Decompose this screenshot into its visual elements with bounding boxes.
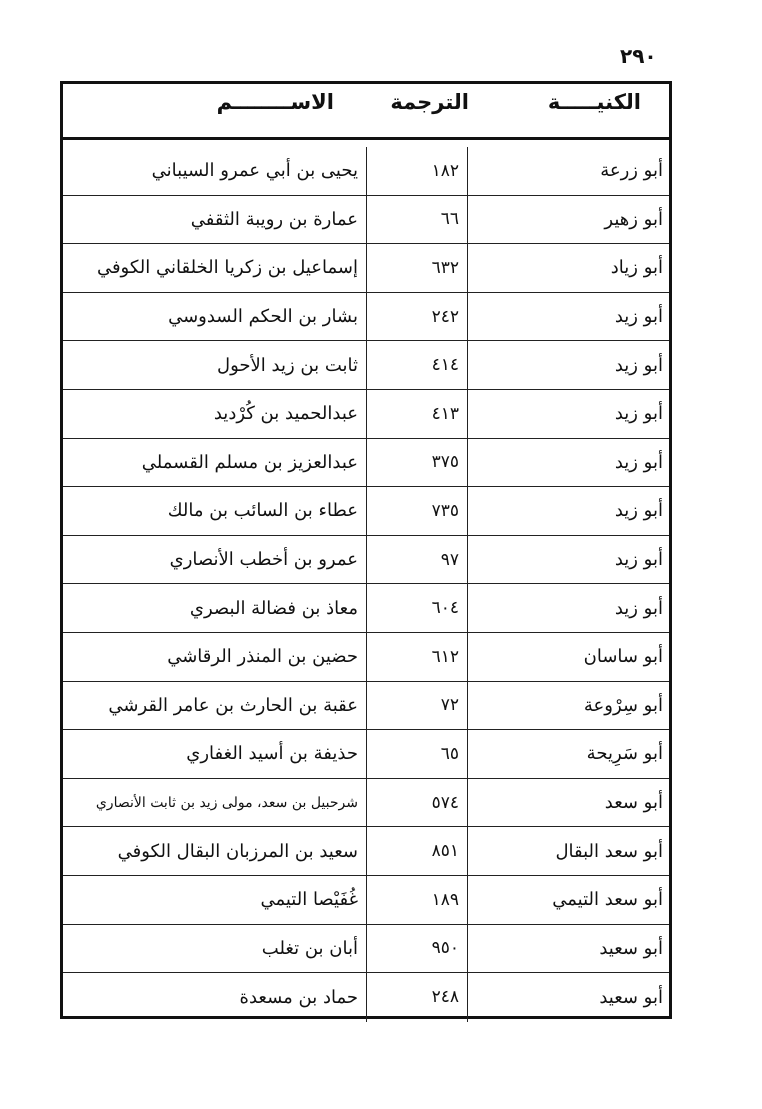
kunya-cell: أبو زيد xyxy=(467,439,669,487)
tarjama-number-cell: ٣٧٥ xyxy=(366,439,467,487)
table-row xyxy=(63,244,669,293)
kunya-index-table xyxy=(60,81,672,1019)
kunya-cell: أبو سِرْوعة xyxy=(467,682,669,730)
table-row xyxy=(63,439,669,488)
name-cell: غُفَيْصا التيمي xyxy=(260,889,358,911)
tarjama-number-cell: ٥٧٤ xyxy=(366,779,467,827)
kunya-cell: أبو زرعة xyxy=(467,147,669,195)
name-cell: عطاء بن السائب بن مالك xyxy=(167,500,358,522)
tarjama-number-cell: ٩٥٠ xyxy=(366,925,467,973)
tarjama-number-cell: ٢٤٨ xyxy=(366,973,467,1022)
page-number: ٢٩٠ xyxy=(620,44,657,68)
name-cell: معاذ بن فضالة البصري xyxy=(189,597,358,619)
name-cell: حضين بن المنذر الرقاشي xyxy=(167,646,358,668)
table-row xyxy=(63,536,669,585)
table-row xyxy=(63,925,669,974)
name-cell: حماد بن مسعدة xyxy=(239,986,358,1008)
name-cell: ثابت بن زيد الأحول xyxy=(217,354,358,376)
table-row xyxy=(63,779,669,828)
tarjama-number-cell: ٤١٤ xyxy=(366,341,467,389)
tarjama-number-cell: ٨٥١ xyxy=(366,827,467,875)
kunya-cell: أبو سعيد xyxy=(467,925,669,973)
table-header xyxy=(63,84,669,140)
kunya-cell: أبو ساسان xyxy=(467,633,669,681)
table-body xyxy=(63,147,669,1016)
kunya-cell: أبو سعد التيمي xyxy=(467,876,669,924)
name-cell: عمارة بن رويبة الثقفي xyxy=(190,208,358,230)
name-cell: بشار بن الحكم السدوسي xyxy=(168,306,358,328)
kunya-cell: أبو زيد xyxy=(467,536,669,584)
tarjama-number-cell: ٦١٢ xyxy=(366,633,467,681)
tarjama-number-cell: ٦٣٢ xyxy=(366,244,467,292)
table-row xyxy=(63,682,669,731)
kunya-cell: أبو زيد xyxy=(467,584,669,632)
table-row xyxy=(63,390,669,439)
header-kunya: الكنيـــــة xyxy=(547,90,641,114)
table-row xyxy=(63,196,669,245)
name-cell: عقبة بن الحارث بن عامر القرشي xyxy=(108,694,358,716)
tarjama-number-cell: ١٨٢ xyxy=(366,147,467,195)
name-cell: أبان بن تغلب xyxy=(261,937,358,959)
tarjama-number-cell: ٦٠٤ xyxy=(366,584,467,632)
kunya-cell: أبو زيد xyxy=(467,293,669,341)
name-cell: حذيفة بن أسيد الغفاري xyxy=(186,743,358,765)
header-tarjama: الترجمة xyxy=(390,90,469,114)
kunya-cell: أبو زهير xyxy=(467,196,669,244)
kunya-cell: أبو زيد xyxy=(467,390,669,438)
tarjama-number-cell: ٢٤٢ xyxy=(366,293,467,341)
tarjama-number-cell: ٩٧ xyxy=(366,536,467,584)
kunya-cell: أبو سعد البقال xyxy=(467,827,669,875)
table-row xyxy=(63,584,669,633)
table-row xyxy=(63,487,669,536)
kunya-cell: أبو زيد xyxy=(467,487,669,535)
header-name: الاســــــــم xyxy=(216,90,334,114)
tarjama-number-cell: ٦٦ xyxy=(366,196,467,244)
kunya-cell: أبو زياد xyxy=(467,244,669,292)
kunya-cell: أبو سَرِيحة xyxy=(467,730,669,778)
kunya-cell: أبو سعد xyxy=(467,779,669,827)
table-row xyxy=(63,973,669,1022)
tarjama-number-cell: ٧٣٥ xyxy=(366,487,467,535)
name-cell: عبدالعزيز بن مسلم القسملي xyxy=(141,451,358,473)
table-row xyxy=(63,633,669,682)
table-row xyxy=(63,147,669,196)
name-cell: عبدالحميد بن كُرْديد xyxy=(213,403,358,425)
tarjama-number-cell: ٦٥ xyxy=(366,730,467,778)
table-row xyxy=(63,293,669,342)
table-row xyxy=(63,876,669,925)
table-row xyxy=(63,730,669,779)
table-row xyxy=(63,341,669,390)
name-cell: إسماعيل بن زكريا الخلقاني الكوفي xyxy=(96,257,358,279)
tarjama-number-cell: ٧٢ xyxy=(366,682,467,730)
tarjama-number-cell: ٤١٣ xyxy=(366,390,467,438)
name-cell: عمرو بن أخطب الأنصاري xyxy=(169,549,358,571)
name-cell: سعيد بن المرزبان البقال الكوفي xyxy=(117,840,358,862)
kunya-cell: أبو زيد xyxy=(467,341,669,389)
tarjama-number-cell: ١٨٩ xyxy=(366,876,467,924)
table-row xyxy=(63,827,669,876)
name-cell: يحيى بن أبي عمرو السيباني xyxy=(151,160,358,182)
name-cell: شرحبيل بن سعد، مولى زيد بن ثابت الأنصاري xyxy=(95,794,358,811)
kunya-cell: أبو سعيد xyxy=(467,973,669,1022)
